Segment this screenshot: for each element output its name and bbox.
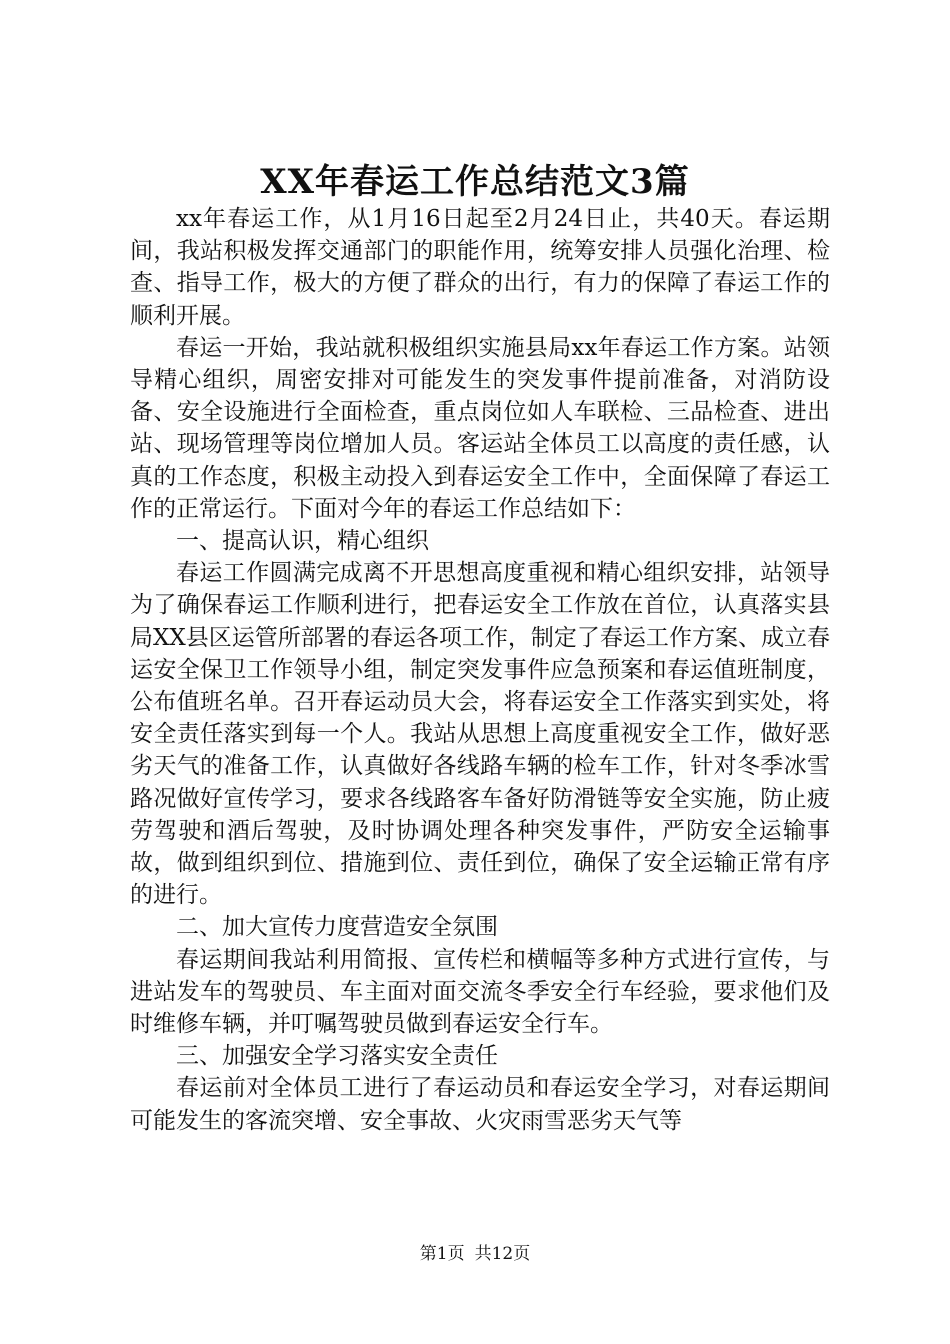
document-body [130, 203, 830, 1137]
page-total: 共12页 [474, 1244, 531, 1264]
document-title: XX年春运工作总结范文3篇 [260, 162, 690, 202]
paragraph-section-3: 春运前对全体员工进行了春运动员和春运安全学习，对春运期间可能发生的客流突增、安全事故、火灾雨雪恶劣天气等 [130, 1075, 830, 1134]
paragraph-section-2: 春运期间我站利用简报、宣传栏和横幅等多种方式进行宣传，与进站发车的驾驶员、车主面对面交流冬季安全行车经验，要求他们及时维修车辆，并叮嘱驾驶员做到春运安全行车。 [130, 946, 830, 1038]
paragraph-intro: xx年春运工作，从1月16日起至2月24日止，共40天。春运期间，我站积极发挥交通部门的职能作用，统筹安排人员强化治理、检查、指导工作，极大的方便了群众的出行，有力的保障了春运工作的顺利开展。 [130, 206, 830, 329]
section-heading-1: 一、提高认识，精心组织 [176, 528, 429, 555]
section-heading-3: 三、加强安全学习落实安全责任 [176, 1043, 498, 1070]
page-number: 第1页 [419, 1244, 465, 1264]
section-heading-2: 二、加大宣传力度营造安全氛围 [176, 914, 498, 941]
paragraph-section-1: 春运工作圆满完成离不开思想高度重视和精心组织安排，站领导为了确保春运工作顺利进行，把春运安全工作放在首位，认真落实县局XX县区运管所部署的春运各项工作，制定了春运工作方案、成立春运安全保卫工作领导小组，制定突发事件应急预案和春运值班制度，公布值班名单。召开春运动员大会，将春运安全工作落实到实处，将安全责任落实到每一个人。我站从思想上高度重视安全工作，做好恶劣天气的准备工作，认真做好各线路车辆的检车工作，针对冬季冰雪路况做好宣传学习，要求各线路客车备好防滑链等安全实施，防止疲劳驾驶和酒后驾驶，及时协调处理各种突发事件，严防安全运输事故，做到组织到位、措施到位、责任到位，确保了安全运输正常有序的进行。 [130, 560, 830, 909]
paragraph-overview: 春运一开始，我站就积极组织实施县局xx年春运工作方案。站领导精心组织，周密安排对可能发生的突发事件提前准备，对消防设备、安全设施进行全面检查，重点岗位如人车联检、三品检查、进出站、现场管理等岗位增加人员。客运站全体员工以高度的责任感，认真的工作态度，积极主动投入到春运安全工作中，全面保障了春运工作的正常运行。下面对今年的春运工作总结如下： [130, 334, 830, 522]
page-footer [0, 1243, 950, 1265]
